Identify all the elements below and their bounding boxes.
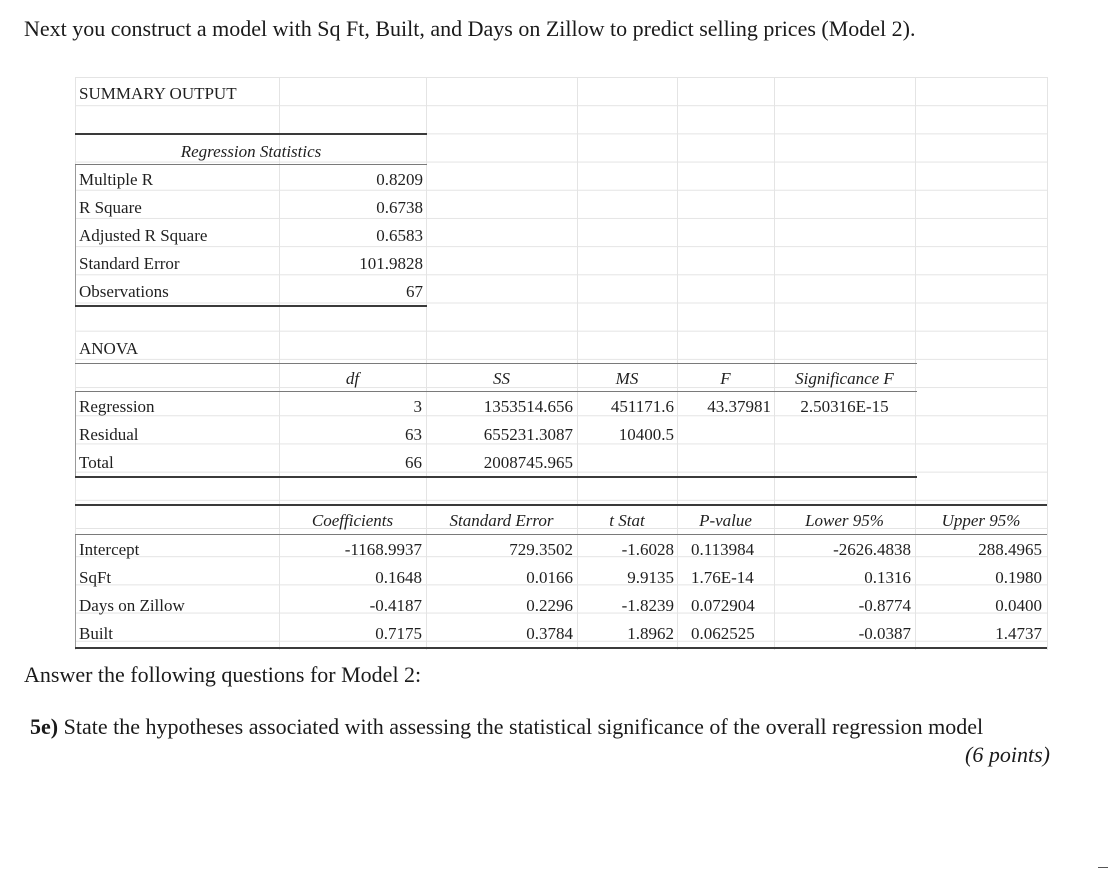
coef-t-stat: -1.8239 bbox=[621, 596, 674, 615]
coef-p-value: 0.062525 bbox=[691, 624, 755, 643]
coef-t-stat: 9.9135 bbox=[627, 568, 674, 587]
coef-lower-95: -0.0387 bbox=[858, 624, 911, 643]
anova-ss: 2008745.965 bbox=[483, 453, 573, 472]
coef-value: 0.7175 bbox=[375, 624, 422, 643]
coef-header-standard-error: Standard Error bbox=[449, 511, 554, 530]
coef-lower-95: -0.8774 bbox=[858, 596, 911, 615]
anova-df: 3 bbox=[413, 397, 422, 416]
stat-label: R Square bbox=[79, 198, 142, 217]
stat-value: 0.6738 bbox=[376, 198, 423, 217]
anova-row-label: Residual bbox=[79, 425, 139, 444]
stat-label: Adjusted R Square bbox=[79, 226, 208, 245]
intro-text: Next you construct a model with Sq Ft, Built, and Days on Zillow to predict selling prices (Model 2). bbox=[24, 16, 916, 41]
regression-statistics-heading: Regression Statistics bbox=[180, 142, 322, 161]
anova-df: 66 bbox=[405, 453, 422, 472]
anova-ms: 10400.5 bbox=[618, 425, 674, 444]
coef-row-label: Days on Zillow bbox=[79, 596, 185, 615]
coef-upper-95: 1.4737 bbox=[995, 624, 1042, 643]
coef-header-lower-95: Lower 95% bbox=[805, 511, 884, 530]
question-points: (6 points) bbox=[965, 742, 1050, 767]
anova-row-label: Regression bbox=[79, 397, 155, 416]
anova-header-ms: MS bbox=[615, 369, 639, 388]
coef-row-label: SqFt bbox=[79, 568, 112, 587]
coef-upper-95: 288.4965 bbox=[978, 540, 1042, 559]
anova-f: 43.37981 bbox=[707, 397, 771, 416]
coef-standard-error: 0.2296 bbox=[526, 596, 573, 615]
stat-label: Multiple R bbox=[79, 170, 154, 189]
stat-label: Observations bbox=[79, 282, 169, 301]
summary-title: SUMMARY OUTPUT bbox=[79, 84, 237, 103]
anova-ss: 655231.3087 bbox=[483, 425, 573, 444]
edge-mark bbox=[1098, 867, 1108, 868]
question-5e bbox=[30, 714, 983, 740]
coef-row-label: Intercept bbox=[79, 540, 140, 559]
anova-row-label: Total bbox=[79, 453, 114, 472]
questions-lead: Answer the following questions for Model 2: bbox=[24, 662, 422, 687]
coef-lower-95: -2626.4838 bbox=[833, 540, 911, 559]
coef-standard-error: 0.0166 bbox=[526, 568, 573, 587]
coef-standard-error: 0.3784 bbox=[526, 624, 573, 643]
anova-header-f: F bbox=[720, 369, 731, 388]
anova-header-significance-f: Significance F bbox=[795, 369, 894, 388]
anova-ss: 1353514.656 bbox=[483, 397, 573, 416]
coef-p-value: 0.072904 bbox=[691, 596, 755, 615]
coef-row-label: Built bbox=[79, 624, 114, 643]
coef-t-stat: -1.6028 bbox=[621, 540, 674, 559]
anova-header-ss: SS bbox=[493, 369, 510, 388]
coef-header-coefficients: Coefficients bbox=[311, 511, 394, 530]
stat-value: 67 bbox=[406, 282, 423, 301]
question-number: 5e) bbox=[30, 714, 59, 739]
stat-value: 101.9828 bbox=[359, 254, 423, 273]
coef-header-upper-95: Upper 95% bbox=[941, 511, 1021, 530]
coef-lower-95: 0.1316 bbox=[864, 568, 911, 587]
coef-value: -0.4187 bbox=[369, 596, 422, 615]
anova-significance-f: 2.50316E-15 bbox=[800, 397, 889, 416]
anova-title: ANOVA bbox=[79, 339, 139, 358]
coef-p-value: 0.113984 bbox=[691, 540, 755, 559]
coef-upper-95: 0.0400 bbox=[995, 596, 1042, 615]
stat-value: 0.8209 bbox=[376, 170, 423, 189]
coef-t-stat: 1.8962 bbox=[627, 624, 674, 643]
question-text: State the hypotheses associated with assessing the statistical significance of the overall regression model bbox=[63, 714, 984, 739]
stat-label: Standard Error bbox=[79, 254, 180, 273]
coef-header-t-stat: t Stat bbox=[609, 511, 645, 530]
anova-header-df: df bbox=[345, 369, 360, 388]
coef-upper-95: 0.1980 bbox=[995, 568, 1042, 587]
coef-header-p-value: P-value bbox=[699, 511, 752, 530]
coef-standard-error: 729.3502 bbox=[509, 540, 573, 559]
coef-value: 0.1648 bbox=[375, 568, 422, 587]
stat-value: 0.6583 bbox=[376, 226, 423, 245]
anova-ms: 451171.6 bbox=[610, 397, 674, 416]
coef-value: -1168.9937 bbox=[344, 540, 422, 559]
regression-output-sheet bbox=[75, 77, 1048, 650]
coef-p-value: 1.76E-14 bbox=[691, 568, 754, 587]
anova-df: 63 bbox=[405, 425, 422, 444]
